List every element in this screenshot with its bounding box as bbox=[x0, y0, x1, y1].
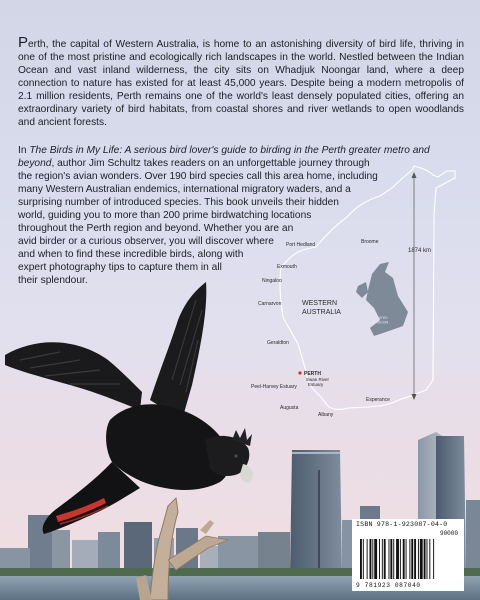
region-label-line1: WESTERN bbox=[302, 300, 337, 307]
place-perth: PERTH bbox=[304, 371, 321, 377]
body-line6: world, guiding you to more than 200 prime birdwatching locations bbox=[18, 210, 312, 222]
barcode-digits: 9 781923 087040 bbox=[356, 582, 421, 589]
place-swan-river-2: Estuary bbox=[308, 382, 324, 387]
barcode-bars bbox=[352, 519, 464, 591]
uk-label-line1: UNITED bbox=[375, 316, 388, 320]
place-esperance: Esperance bbox=[366, 397, 390, 403]
body-line3: the region's avian wonders. Over 190 bird species call this area home, including bbox=[18, 171, 378, 183]
place-albany: Albany bbox=[318, 412, 334, 418]
isbn-number: ISBN 978-1-923087-04-0 bbox=[356, 521, 448, 528]
place-augusta: Augusta bbox=[280, 405, 299, 411]
book-title: The Birds in My Life: A serious bird lover's guide to birding in the Perth greater metro and beyond bbox=[18, 145, 430, 170]
body-line11: their splendour. bbox=[18, 275, 88, 287]
body-line9: and when to find these incredible birds, along with bbox=[18, 249, 244, 261]
body-line4: many Western Australian endemics, international migratory waders, and a bbox=[18, 184, 351, 196]
distance-label: 1874 km bbox=[408, 248, 432, 254]
price-code: 90000 bbox=[439, 530, 458, 537]
building bbox=[124, 522, 152, 575]
uk-label-line2: KINGDOM bbox=[372, 320, 389, 325]
isbn-barcode bbox=[352, 519, 464, 591]
body-line8: avid birder or a curious observer, you will discover where bbox=[18, 236, 274, 248]
book-description bbox=[18, 144, 458, 288]
left-wing bbox=[5, 342, 142, 410]
body-line5: surprising number of introduced species. This book unveils their hidden bbox=[18, 197, 339, 209]
place-broome: Broome bbox=[361, 239, 379, 245]
body-line10: expert photography tips to capture them in all bbox=[18, 262, 222, 274]
perth-marker bbox=[298, 371, 301, 374]
place-exmouth: Exmouth bbox=[277, 264, 297, 270]
building bbox=[466, 500, 480, 575]
right-wing bbox=[150, 282, 206, 420]
cockatoo-eye bbox=[234, 454, 237, 457]
place-geraldton: Geraldton bbox=[267, 340, 289, 346]
body-line7: throughout the Perth region and beyond. Whether you are an bbox=[18, 223, 294, 235]
place-carnarvon: Carnarvon bbox=[258, 301, 282, 307]
region-label-line2: AUSTRALIA bbox=[302, 309, 341, 316]
body-line2: , author Jim Schultz takes readers on an unforgettable journey through bbox=[51, 158, 370, 170]
intro-paragraph bbox=[18, 34, 464, 129]
place-swan-river-1: Swan River bbox=[306, 377, 330, 382]
body-prefix: In bbox=[18, 145, 30, 156]
intro-dropcap: P bbox=[18, 34, 29, 51]
place-ningaloo: Ningaloo bbox=[262, 278, 282, 284]
tower-building bbox=[290, 450, 342, 575]
place-port-hedland: Port Hedland bbox=[286, 242, 316, 248]
intro-text: erth, the capital of Western Australia, is home to an astonishing diversity of bird life, thriving in one of the most pristine and ecologically rich landscapes in the world. Nestled between the Indian Ocean and vast inland wilderness, the city sits on Whadjuk Noongar land, where a deep connection to nature has existed for at least 45,000 years. Despite being a modern metropolis of 2.1 million residents, Perth remains one of the world's least densely populated cities, offering an extraordinary variety of bird habitats, from coastal shores and river wetlands to open woodlands and ancient forests. bbox=[18, 39, 464, 129]
place-peel-harvey: Peel-Harvey Estuary bbox=[251, 384, 297, 390]
